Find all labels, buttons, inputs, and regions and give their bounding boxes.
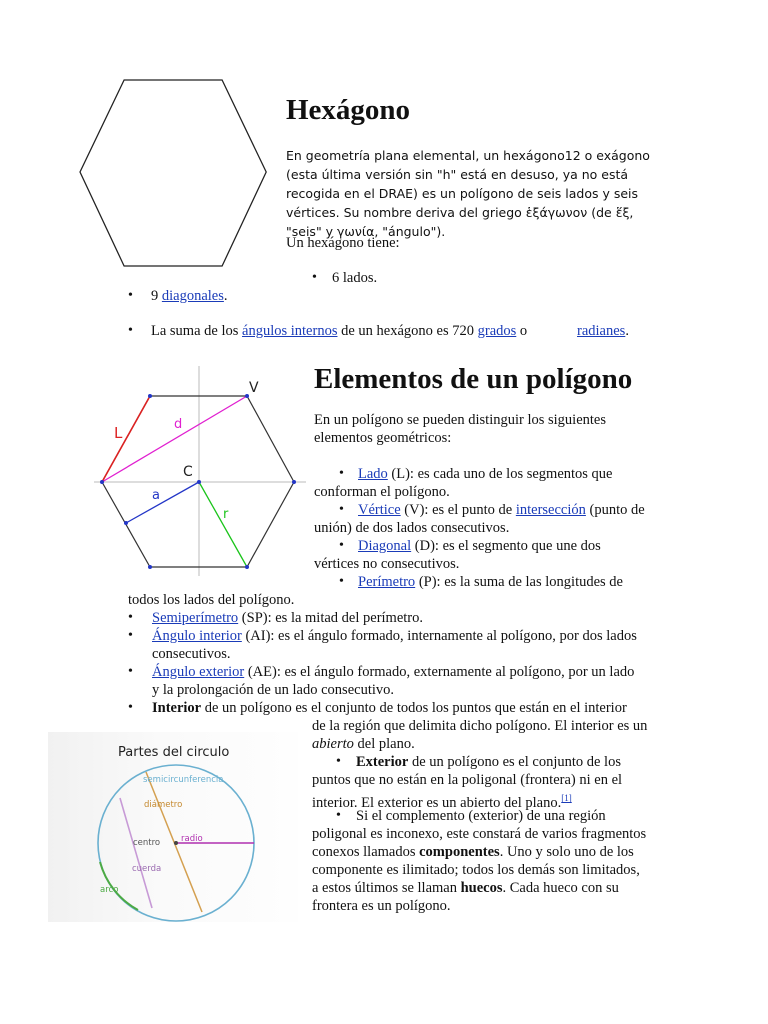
- comp-line6: frontera es un polígono.: [312, 898, 451, 914]
- diag-end: .: [223, 288, 228, 304]
- angulo-interior-link[interactable]: Ángulo interior: [152, 628, 242, 644]
- elements-title: Elementos de un polígono: [314, 363, 633, 395]
- item-perimetro-cont: todos los lados del polígono.: [128, 592, 295, 608]
- item-text: (punto de unión) de dos lados consecutivos.: [314, 502, 645, 536]
- item-text: conexos llamados: [312, 844, 420, 860]
- item-interior: [152, 699, 627, 717]
- bullet-diagonales: [151, 287, 228, 305]
- label-centro: centro: [133, 838, 161, 848]
- diag-num: 9: [151, 288, 162, 304]
- radianes-link[interactable]: radianes: [577, 323, 626, 339]
- item-perimetro: [358, 573, 623, 591]
- label-v: V: [249, 380, 259, 396]
- comp-line1: Si el complemento (exterior) de una región: [356, 808, 606, 824]
- ref-link[interactable]: [1]: [561, 793, 572, 803]
- item-text: de un polígono es el conjunto de todos los puntos que están en el interior: [201, 700, 627, 716]
- hexagon-tiene: Un hexágono tiene:: [286, 235, 400, 251]
- comp-line2: poligonal es inconexo, este constará de varios fragmentos: [312, 826, 647, 842]
- suma-text: o: [516, 323, 528, 339]
- item-angulo-exterior-cont: y la prolongación de un lado consecutivo.: [152, 682, 395, 698]
- abierto-italic: abierto: [312, 736, 354, 752]
- comp-line3: [312, 843, 634, 861]
- item-text: (AE): es el ángulo formado, externamente al polígono, por un lado: [244, 664, 635, 680]
- exterior-bold: Exterior: [356, 754, 409, 770]
- item-angulo-interior-cont: consecutivos.: [152, 646, 231, 662]
- label-c: C: [183, 464, 193, 480]
- exterior-line1: [356, 753, 621, 771]
- bullet: [312, 274, 320, 282]
- item-text: . Cada hueco con su: [502, 880, 619, 896]
- label-r: r: [223, 507, 229, 522]
- label-diametro: diámetro: [144, 800, 183, 810]
- semiperimetro-link[interactable]: Semiperímetro: [152, 610, 239, 626]
- hexagon-intro: En geometría plana elemental, un hexágono12 o exágono (esta última versión sin "h" está en desuso, ya no está recogida en el DRAE) es un polígono de seis lados y seis vértices. Su nombre deriva del griego ἑξάγωνον (de ἕξ, "seis" y γωνία, "ángulo").: [286, 148, 650, 239]
- label-d: d: [174, 417, 183, 432]
- item-text: (D): es el segmento que une dos vértices no consecutivos.: [314, 538, 601, 572]
- item-text: del plano.: [353, 736, 415, 752]
- bullet-suma: [151, 322, 527, 340]
- bullet: [336, 812, 344, 820]
- circle-drawing: [48, 732, 298, 922]
- polygon-elements-diagram: [94, 366, 306, 576]
- item-angulo-exterior: [152, 663, 634, 681]
- vertice-link[interactable]: Vértice: [358, 502, 401, 518]
- item-text: . Uno y solo uno de los: [499, 844, 634, 860]
- item-text: (SP): es la mitad del perímetro.: [238, 610, 424, 626]
- label-radio: radio: [181, 834, 203, 844]
- bullet-lados: 6 lados.: [332, 270, 378, 286]
- circle-figure: [48, 732, 298, 922]
- suma-text: de un hexágono es 720: [337, 323, 478, 339]
- radianes: [577, 322, 629, 340]
- comp-line4: componente es ilimitado; todos los demás son limitados,: [312, 862, 640, 878]
- interior-line3: [312, 735, 415, 753]
- perimetro-link[interactable]: Perímetro: [358, 574, 416, 590]
- diagonal-link[interactable]: Diagonal: [358, 538, 412, 554]
- suma-text: La suma de los: [151, 323, 243, 339]
- lado-link[interactable]: Lado: [358, 466, 388, 482]
- bullet: [128, 704, 136, 712]
- item-text: (P): es la suma de las longitudes de: [415, 574, 623, 590]
- item-angulo-interior: [152, 627, 637, 645]
- item-text: de un polígono es el conjunto de los: [408, 754, 621, 770]
- label-arco: arco: [100, 885, 119, 895]
- item-vertice: [314, 501, 664, 537]
- interseccion-link[interactable]: intersección: [515, 502, 586, 518]
- grados-link[interactable]: grados: [477, 323, 517, 339]
- bullet: [336, 758, 344, 766]
- item-diagonal: [314, 537, 644, 573]
- bullet: [339, 578, 347, 586]
- interior-bold: Interior: [152, 700, 202, 716]
- hexagon-figure: [78, 74, 268, 274]
- item-text: interior. El exterior es un abierto del plano.: [312, 794, 562, 811]
- label-l: L: [114, 424, 123, 442]
- item-text: (V): es el punto de: [400, 502, 516, 518]
- item-text: (AI): es el ángulo formado, internamente al polígono, por dos lados: [241, 628, 637, 644]
- item-semiperimetro: [152, 609, 423, 627]
- suma-end: .: [625, 323, 629, 339]
- bullet: [128, 668, 136, 676]
- interior-line2: de la región que delimita dicho polígono. El interior es un: [312, 718, 648, 734]
- item-text: (L): es cada uno de los segmentos que conforman el polígono.: [314, 466, 613, 500]
- comp-line5: [312, 879, 619, 897]
- label-cuerda: cuerda: [132, 864, 162, 874]
- bullet: [128, 632, 136, 640]
- elements-intro: En un polígono se pueden distinguir los siguientes elementos geométricos:: [314, 412, 606, 446]
- huecos-bold: huecos: [460, 880, 503, 896]
- circle-title: Partes del circulo: [118, 745, 230, 760]
- hexagon-title: Hexágono: [286, 94, 411, 126]
- componentes-bold: componentes: [419, 844, 500, 860]
- bullet: [128, 614, 136, 622]
- label-semicircunferencia: semicircunferencia: [143, 775, 224, 785]
- label-a: a: [152, 488, 160, 503]
- diagonales-link[interactable]: diagonales: [161, 288, 224, 304]
- angulo-exterior-link[interactable]: Ángulo exterior: [152, 664, 245, 680]
- item-text: a estos últimos se llaman: [312, 880, 461, 896]
- angulos-internos-link[interactable]: ángulos internos: [242, 323, 338, 339]
- exterior-line2: puntos que no están en la poligonal (frontera) ni en el: [312, 772, 623, 788]
- item-lado: [314, 465, 644, 501]
- bullet: [128, 292, 136, 300]
- bullet: [128, 327, 136, 335]
